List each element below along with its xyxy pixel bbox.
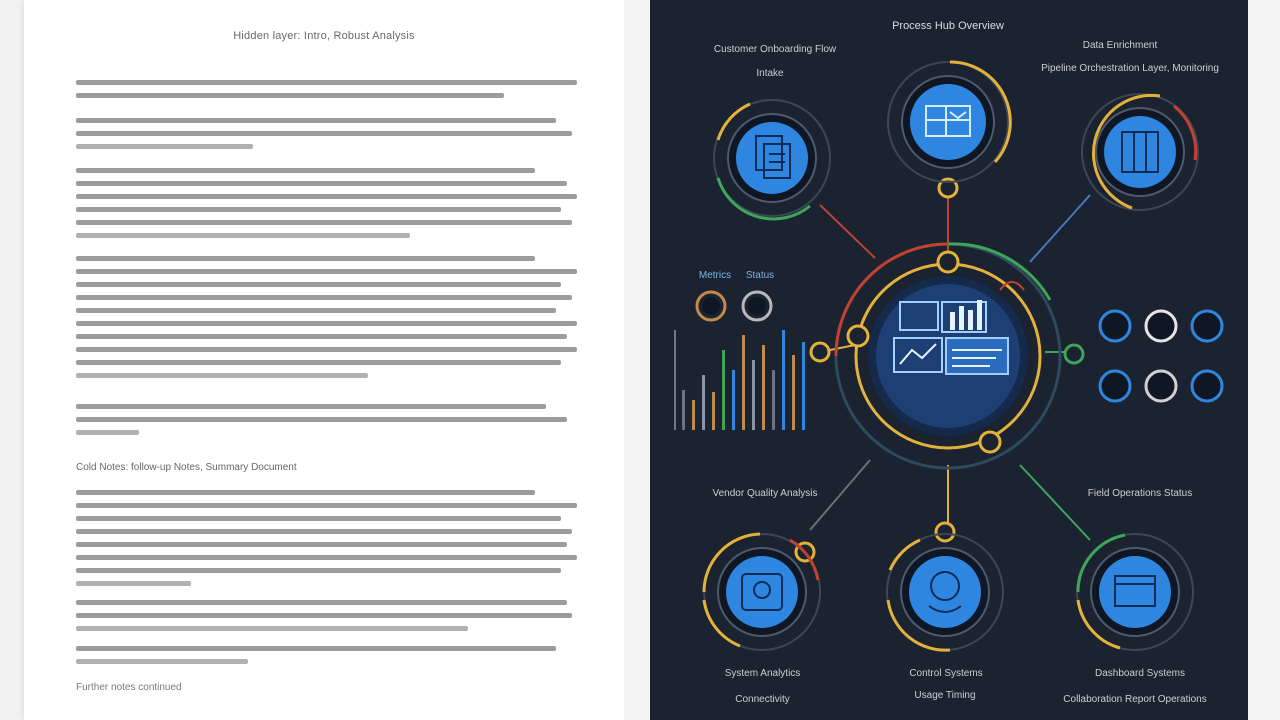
node-top-right-label: Data Enrichment <box>1082 40 1158 51</box>
mini-bar <box>792 355 795 430</box>
mini-bar <box>692 400 695 430</box>
paragraph-7 <box>76 600 598 639</box>
paragraph-1 <box>76 80 598 106</box>
node-mid-left-sublabel: Status <box>745 270 775 281</box>
mini-bar <box>722 350 725 430</box>
mini-bar <box>772 370 775 430</box>
mini-bar <box>752 360 755 430</box>
paragraph-6 <box>76 490 598 594</box>
infographic-canvas <box>650 0 1248 720</box>
hub-node-right <box>1065 345 1083 363</box>
mini-bar <box>712 392 715 430</box>
central-hub <box>836 244 1060 468</box>
node-bottom-left <box>704 534 820 650</box>
bottom-right-caption: Field Operations Status <box>1087 488 1193 499</box>
paragraph-2 <box>76 118 598 157</box>
paragraph-3 <box>76 168 598 246</box>
node-bottom-center-label: Control Systems <box>909 668 983 679</box>
infographic-panel <box>650 0 1248 720</box>
mini-bar-chart <box>675 330 805 430</box>
node-top-right-sublabel: Pipeline Orchestration Layer, Monitoring <box>1041 63 1219 74</box>
mini-bar <box>682 390 685 430</box>
node-bottom-right <box>1077 534 1193 650</box>
mini-bar <box>702 375 705 430</box>
hub-node-6 <box>936 523 954 541</box>
mini-bar <box>742 335 745 430</box>
node-top-right <box>1082 94 1198 210</box>
bottom-left-caption: Vendor Quality Analysis <box>712 488 818 499</box>
infographic-title: Process Hub Overview <box>892 20 1004 32</box>
hub-node-1 <box>938 252 958 272</box>
mini-bar <box>782 330 785 430</box>
node-top-center <box>888 62 1010 182</box>
gauge-group-right <box>1100 311 1222 401</box>
node-top-left <box>714 100 830 219</box>
document-subheading: Cold Notes: follow-up Notes, Summary Document <box>76 462 297 473</box>
document-footnote: Further notes continued <box>76 682 182 693</box>
page-gutter-right <box>1248 0 1280 720</box>
connector-left <box>830 345 855 350</box>
document-title: Hidden layer: Intro, Robust Analysis <box>233 30 415 42</box>
node-bottom-center-sublabel: Usage Timing <box>914 690 976 701</box>
node-top-left-sublabel: Intake <box>756 68 784 79</box>
hub-node-2 <box>848 326 868 346</box>
node-bottom-right-sublabel: Collaboration Report Operations <box>1063 694 1207 705</box>
connector-bottom-right <box>1020 465 1090 540</box>
mini-bar <box>762 345 765 430</box>
node-top-left-label: Customer Onboarding Flow <box>713 44 837 55</box>
hub-node-4 <box>980 432 1000 452</box>
page-gutter <box>624 0 650 720</box>
connector-top-left <box>820 205 875 258</box>
node-bottom-center <box>887 534 1003 650</box>
node-bottom-left-label: System Analytics <box>724 668 801 679</box>
document-page <box>24 0 624 720</box>
paragraph-4 <box>76 256 598 386</box>
connector-top-right <box>1030 195 1090 262</box>
gauge-group-left <box>697 292 771 320</box>
paragraph-8 <box>76 646 598 672</box>
node-bottom-right-label: Dashboard Systems <box>1094 668 1186 679</box>
mini-bar <box>732 370 735 430</box>
hub-node-3 <box>811 343 829 361</box>
paragraph-5 <box>76 404 598 443</box>
node-bottom-left-sublabel: Connectivity <box>735 694 790 705</box>
node-mid-left-label: Metrics <box>698 270 732 281</box>
mini-bar <box>802 342 805 430</box>
